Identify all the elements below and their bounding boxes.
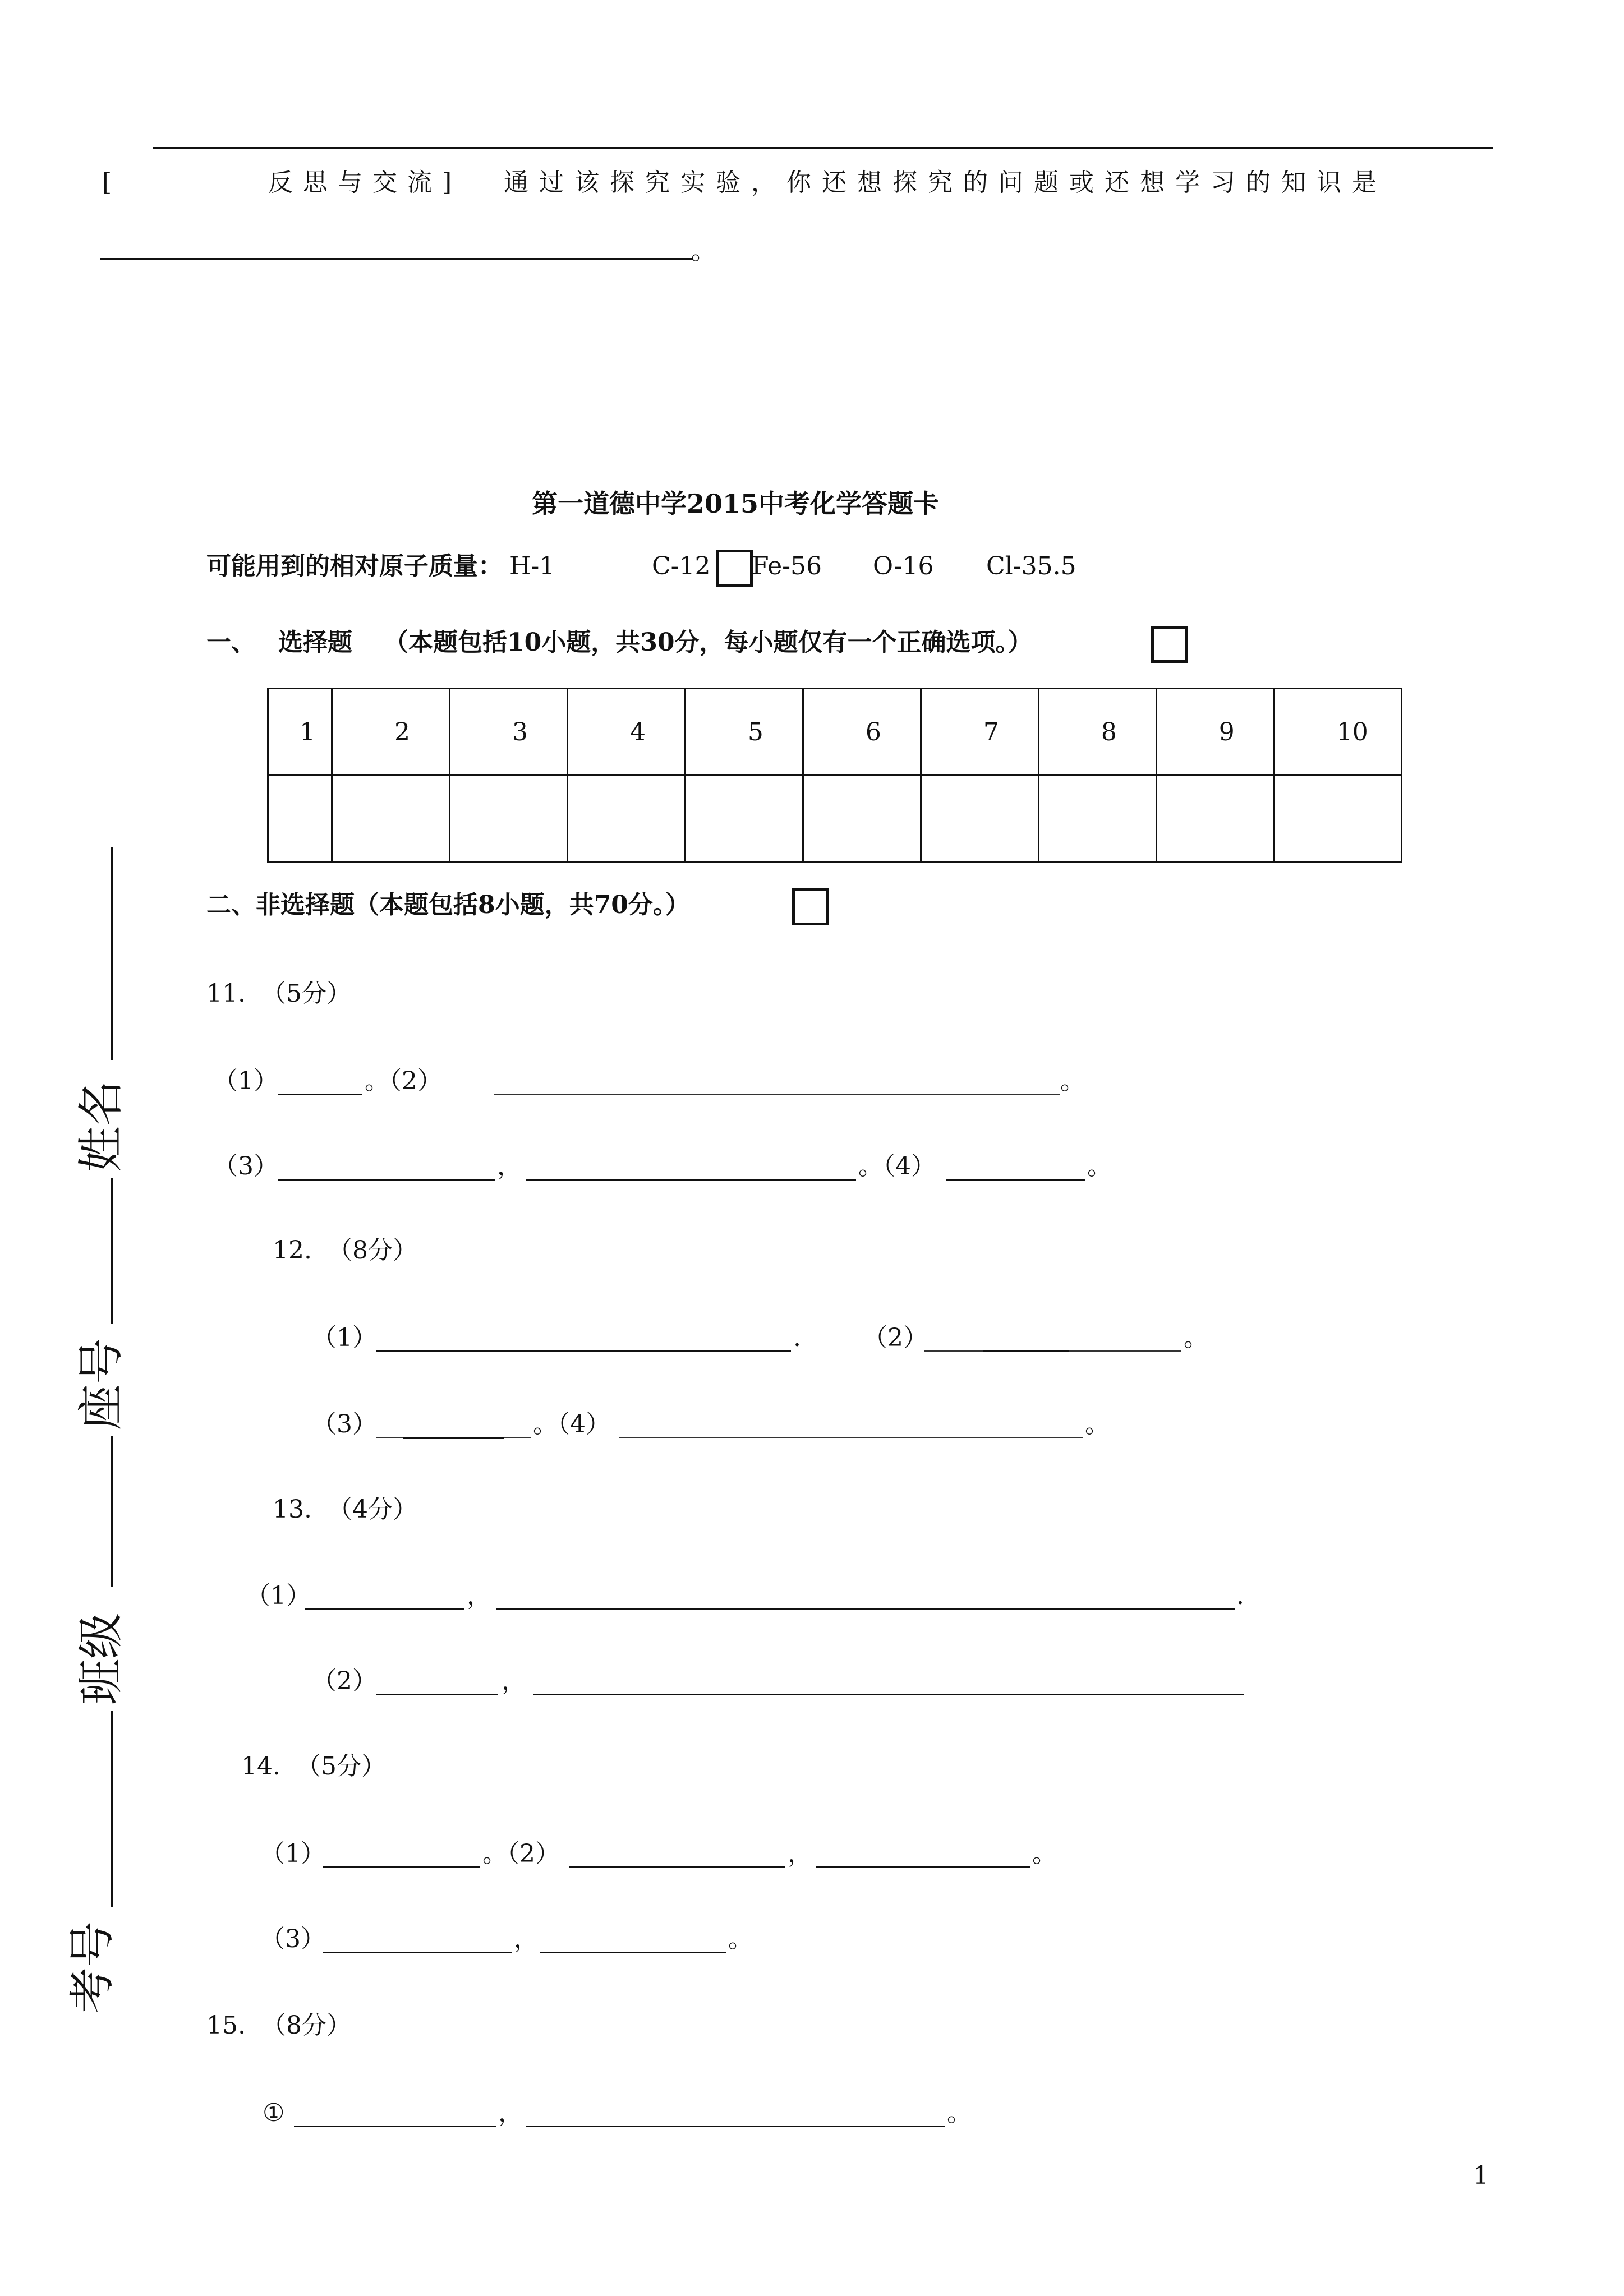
answer-line[interactable] <box>983 1350 1069 1352</box>
answer-line[interactable] <box>376 1437 403 1438</box>
answer-line[interactable] <box>816 1866 1030 1868</box>
section2-title: 二、非选择题（本题包括8小题，共70分。） <box>206 891 690 919</box>
reflection-label: 反思与交流] <box>268 168 462 197</box>
q11-part2-end: 。 <box>1060 1067 1085 1095</box>
answer-cell[interactable] <box>803 776 921 863</box>
reflection-end-mark: 。 <box>691 237 716 265</box>
q11-part1-end: 。（2） <box>365 1067 442 1095</box>
answer-line[interactable] <box>569 1866 785 1868</box>
choice-answer-table <box>267 688 1402 863</box>
answer-line[interactable] <box>278 1179 495 1181</box>
atomic-mass-o: O-16 <box>873 552 934 580</box>
q15-part1-label: ① <box>263 2099 285 2127</box>
question-number-cell: 10 <box>1274 689 1401 776</box>
q14-part3-label: （3） <box>260 1925 325 1953</box>
q13-part2-label: （2） <box>312 1667 377 1695</box>
q11-header: 11. （5分） <box>206 979 351 1008</box>
q11-part4-label: 。（4） <box>858 1152 936 1181</box>
answer-line[interactable] <box>619 1437 1083 1438</box>
page-title: 第一道德中学2015中考化学答题卡 <box>532 488 940 519</box>
answer-line[interactable] <box>278 1094 362 1095</box>
q12-header: 12. （8分） <box>273 1236 417 1265</box>
table-answer-row <box>268 776 1402 863</box>
checkbox[interactable] <box>716 550 753 587</box>
comma: ， <box>498 2099 523 2127</box>
question-number-cell: 5 <box>685 689 803 776</box>
answer-line[interactable] <box>946 1179 1085 1181</box>
answer-line[interactable] <box>526 1179 856 1181</box>
answer-line[interactable] <box>376 1350 791 1352</box>
answer-line[interactable] <box>496 1608 1235 1610</box>
q11-part4-end: 。 <box>1087 1152 1112 1181</box>
answer-cell[interactable] <box>1038 776 1156 863</box>
answer-line[interactable] <box>924 1350 983 1352</box>
answer-cell[interactable] <box>1274 776 1401 863</box>
atomic-mass-label: 可能用到的相对原子质量： <box>206 552 503 580</box>
answer-line[interactable] <box>533 1694 1244 1695</box>
q12-part3-label: （3） <box>312 1410 377 1439</box>
answer-cell[interactable] <box>567 776 685 863</box>
q13-part1-label: （1） <box>246 1582 311 1610</box>
q12-part4-label: 。（4） <box>533 1410 610 1439</box>
answer-line[interactable] <box>323 1952 512 1953</box>
q13-header: 13. （4分） <box>273 1495 417 1524</box>
q12-part2-label: （2） <box>863 1324 928 1352</box>
reflection-answer-line[interactable] <box>100 258 693 260</box>
q15-part1-end: 。 <box>947 2099 972 2127</box>
answer-cell[interactable] <box>921 776 1038 863</box>
section1-title: 选择题 <box>278 628 352 657</box>
q14-part1-label: （1） <box>260 1839 325 1868</box>
q13-part1-end: . <box>1236 1582 1244 1610</box>
question-number-cell: 3 <box>449 689 567 776</box>
answer-cell[interactable] <box>449 776 567 863</box>
question-number-cell: 6 <box>803 689 921 776</box>
q15-header: 15. （8分） <box>206 2011 351 2040</box>
side-fill-line[interactable] <box>111 1711 113 1907</box>
checkbox[interactable] <box>792 888 829 925</box>
question-number-cell: 9 <box>1156 689 1274 776</box>
side-label-exam-number: 考号 <box>66 1921 119 2013</box>
answer-cell[interactable] <box>1156 776 1274 863</box>
top-rule <box>153 147 1493 149</box>
page-number: 1 <box>1473 2161 1489 2190</box>
comma: ， <box>788 1839 812 1868</box>
atomic-mass-c: C-12 <box>652 552 711 580</box>
side-label-class: 班级 <box>75 1612 128 1705</box>
q14-part2-label: 。（2） <box>482 1839 560 1868</box>
comma: ， <box>467 1582 491 1610</box>
side-fill-line[interactable] <box>111 1436 113 1587</box>
q14-part3-end: 。 <box>728 1925 753 1953</box>
comma: ， <box>502 1667 526 1695</box>
table-header-row <box>268 689 1402 776</box>
answer-line[interactable] <box>504 1437 531 1438</box>
q14-part2-end: 。 <box>1032 1839 1057 1868</box>
comma: ， <box>497 1152 522 1181</box>
question-number-cell: 1 <box>268 689 332 776</box>
answer-line[interactable] <box>1069 1350 1181 1352</box>
answer-line[interactable] <box>494 1094 1060 1095</box>
question-number-cell: 7 <box>921 689 1038 776</box>
side-fill-line[interactable] <box>111 847 113 1060</box>
answer-cell[interactable] <box>332 776 450 863</box>
answer-line[interactable] <box>305 1608 464 1610</box>
atomic-mass-fe: Fe-56 <box>752 552 822 580</box>
answer-cell[interactable] <box>685 776 803 863</box>
answer-cell[interactable] <box>268 776 332 863</box>
q11-part1-label: （1） <box>213 1067 278 1095</box>
reflection-open-bracket: [ <box>102 168 112 197</box>
section1-note: （本题包括10小题，共30分，每小题仅有一个正确选项。） <box>384 628 1033 657</box>
side-label-seat: 座号 <box>75 1338 128 1430</box>
comma: ， <box>514 1925 539 1953</box>
side-fill-line[interactable] <box>111 1178 113 1324</box>
q12-part1-end: . <box>793 1324 801 1352</box>
answer-line[interactable] <box>540 1952 726 1953</box>
question-number-cell: 4 <box>567 689 685 776</box>
q14-header: 14. （5分） <box>241 1752 386 1781</box>
atomic-mass-h: H-1 <box>509 552 555 580</box>
side-label-name: 姓名 <box>75 1080 128 1172</box>
q12-part4-end: 。 <box>1085 1410 1110 1439</box>
reflection-prompt: 通过该探究实验，你还想探究的问题或还想学习的知识是 <box>504 168 1387 197</box>
answer-line[interactable] <box>526 2126 945 2127</box>
checkbox[interactable] <box>1151 626 1188 663</box>
q12-part1-label: （1） <box>312 1324 377 1352</box>
answer-line[interactable] <box>323 1866 480 1868</box>
section1-number: 一、 <box>206 628 256 657</box>
q11-part3-label: （3） <box>213 1152 278 1181</box>
answer-line[interactable] <box>376 1694 498 1695</box>
question-number-cell: 2 <box>332 689 450 776</box>
q12-part2-end: 。 <box>1184 1324 1208 1352</box>
answer-line[interactable] <box>294 2126 496 2127</box>
answer-line[interactable] <box>403 1437 504 1439</box>
question-number-cell: 8 <box>1038 689 1156 776</box>
atomic-mass-cl: Cl-35.5 <box>986 552 1076 580</box>
